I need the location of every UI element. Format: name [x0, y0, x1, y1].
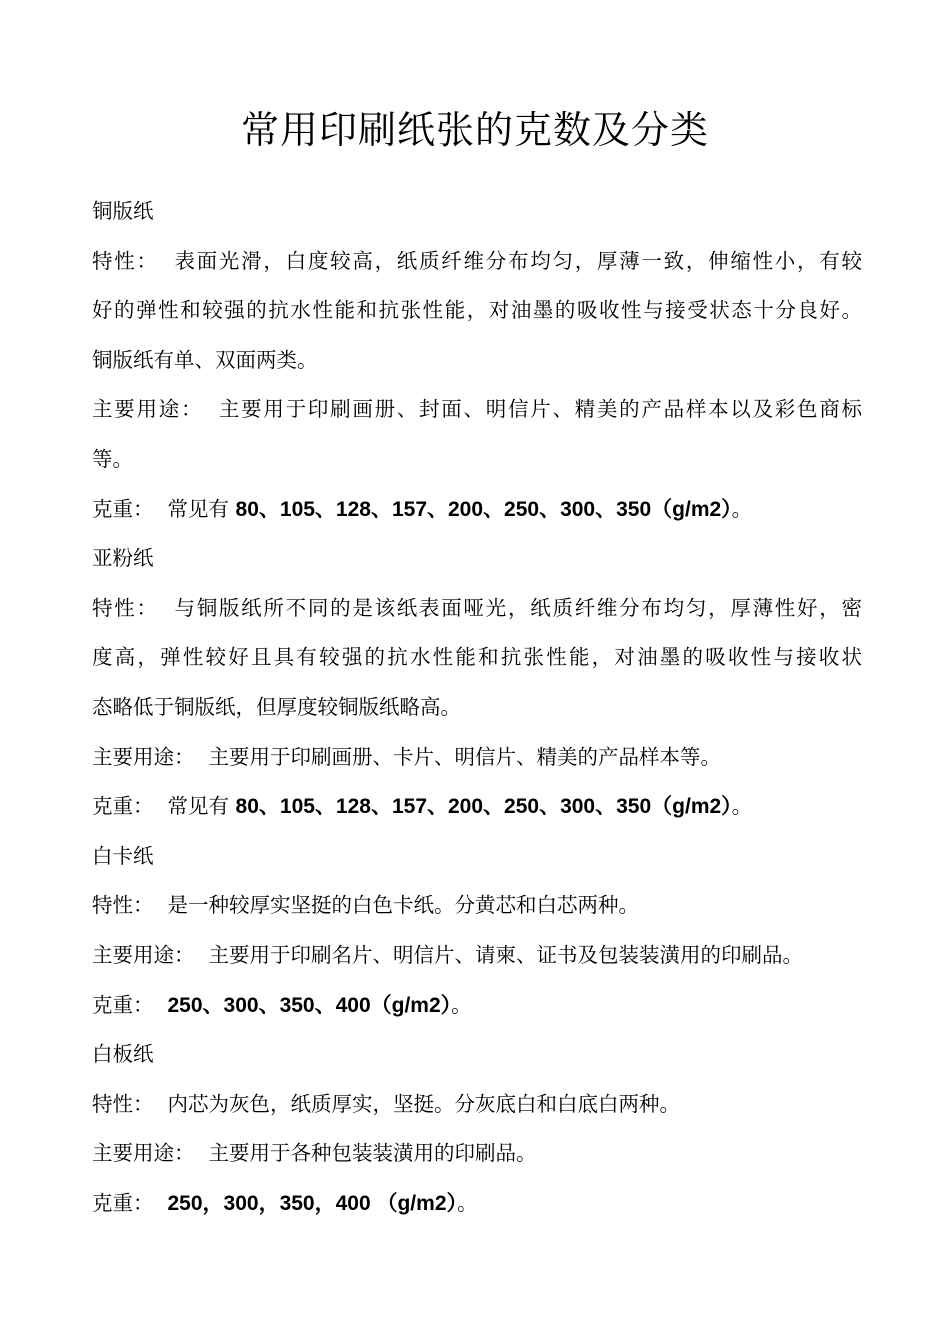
document-body: [92, 187, 862, 1228]
property-label: 特性：: [92, 1091, 154, 1116]
property-line: 好的弹性和较强的抗水性能和抗张性能，对油墨的吸收性与接受状态十分良好。: [92, 298, 862, 323]
document-title: 常用印刷纸张的克数及分类: [240, 108, 709, 152]
section-heading: 白卡纸: [92, 843, 154, 868]
weight-line: [92, 1179, 862, 1229]
usage-line: [92, 733, 862, 783]
section-white-board: [92, 1030, 862, 1228]
section-matte-paper: [92, 534, 862, 832]
weight-line: [92, 485, 862, 535]
usage-label: 主要用途：: [92, 942, 195, 967]
weight-values: 80、105、128、157、200、250、300、350（g/m2）: [235, 497, 732, 521]
usage-label: 主要用途：: [92, 744, 195, 769]
usage-line: [92, 385, 862, 435]
property-line: [92, 237, 862, 287]
weight-line: [92, 981, 862, 1031]
property-line: 度高，弹性较好且具有较强的抗水性能和抗张性能，对油墨的吸收性与接收状: [92, 645, 862, 670]
property-label: 特性：: [92, 248, 159, 273]
section-heading: 亚粉纸: [92, 546, 154, 571]
weight-tail: 。: [451, 992, 472, 1017]
property-text: 内芯为灰色，纸质厚实，坚挺。分灰底白和白底白两种。: [167, 1091, 680, 1116]
property-line: [92, 1080, 862, 1130]
usage-text: 主要用于印刷画册、封面、明信片、精美的产品样本以及彩色商标: [217, 397, 863, 422]
weight-label: 克重：: [92, 496, 154, 521]
weight-line: [92, 782, 862, 832]
weight-values: 250、300、350、400（g/m2）: [167, 993, 452, 1017]
weight-label: 克重：: [92, 794, 154, 819]
property-label: 特性：: [92, 893, 154, 918]
usage-label: 主要用途：: [92, 1141, 195, 1166]
weight-tail: 。: [457, 1190, 478, 1215]
usage-label: 主要用途：: [92, 397, 204, 422]
property-text: 与铜版纸所不同的是该纸表面哑光，纸质纤维分布均匀，厚薄性好，密: [172, 595, 863, 620]
usage-text: 主要用于各种包装装潢用的印刷品。: [208, 1141, 537, 1166]
usage-line: 等。: [92, 446, 133, 471]
usage-line: [92, 1129, 862, 1179]
weight-prefix: 常见有: [167, 496, 229, 521]
section-heading: 铜版纸: [92, 199, 154, 223]
property-line: [92, 881, 862, 931]
property-text: 表面光滑，白度较高，纸质纤维分布均匀，厚薄一致，伸缩性小，有较: [172, 248, 863, 273]
weight-tail: 。: [731, 496, 753, 521]
section-coated-paper: [92, 187, 862, 534]
section-heading: 白板纸: [92, 1042, 154, 1067]
weight-prefix: 常见有: [167, 794, 229, 819]
weight-values: 80、105、128、157、200、250、300、350（g/m2）: [235, 795, 732, 819]
property-label: 特性：: [92, 595, 159, 620]
weight-values: 250，300，350，400 （g/m2）: [167, 1191, 457, 1215]
weight-tail: 。: [731, 794, 753, 819]
property-text: 是一种较厚实坚挺的白色卡纸。分黄芯和白芯两种。: [167, 893, 639, 918]
usage-line: [92, 931, 862, 981]
weight-label: 克重：: [92, 992, 154, 1017]
usage-text: 主要用于印刷画册、卡片、明信片、精美的产品样本等。: [208, 744, 721, 769]
property-line: [92, 584, 862, 634]
property-line: 铜版纸有单、双面两类。: [92, 347, 318, 372]
property-line: 态略低于铜版纸，但厚度较铜版纸略高。: [92, 694, 461, 719]
section-white-card: [92, 832, 862, 1030]
usage-text: 主要用于印刷名片、明信片、请柬、证书及包装装潢用的印刷品。: [208, 942, 803, 967]
weight-label: 克重：: [92, 1190, 154, 1215]
